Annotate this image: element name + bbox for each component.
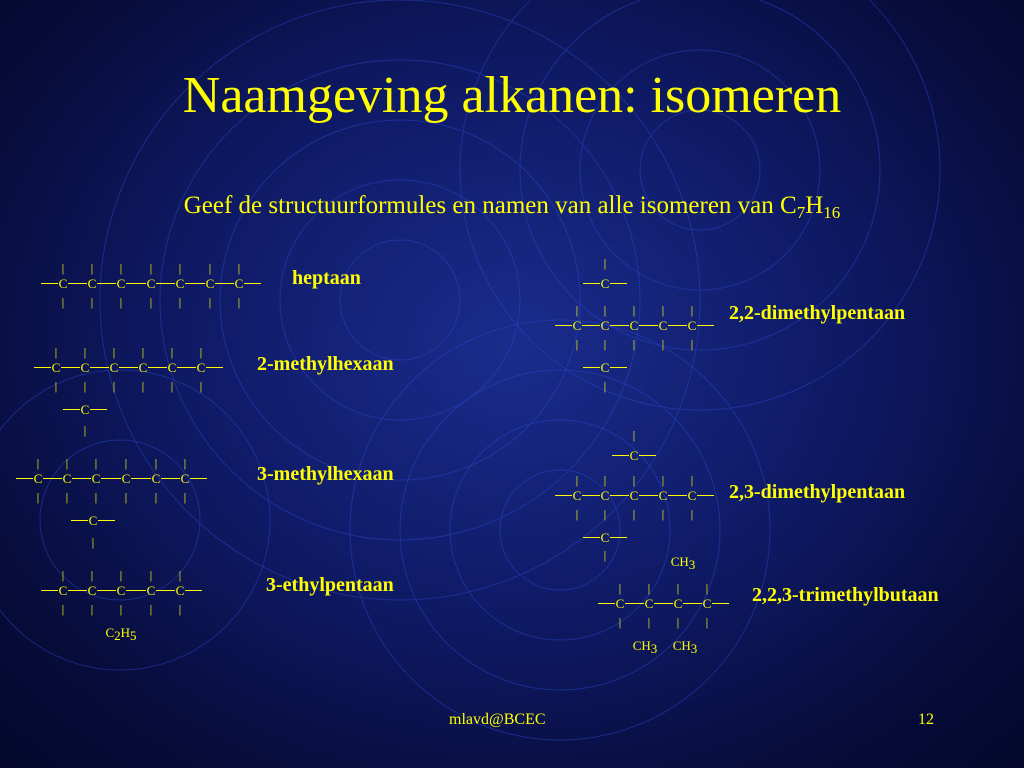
3-ethylpentaan-bar-bottom-1: |	[61, 602, 65, 616]
heptaan-carbon-3: C	[116, 276, 126, 291]
3-methylhexaan-carbon-2: C	[62, 471, 72, 486]
3-methylhexaan-bar-bottom-1: |	[36, 490, 40, 504]
2-methylhexaan-bar-bottom-5: |	[170, 379, 174, 393]
3-methylhexaan-bar-top-4: |	[124, 456, 128, 470]
23-dimethylpentaan-bar-top-3: |	[632, 473, 636, 487]
heptaan-bar-top-5: |	[178, 261, 182, 275]
223-trimethylbutaan-bar-top-4: |	[705, 581, 709, 595]
223-trimethylbutaan-bar-bottom-4: |	[705, 615, 709, 629]
23-dimethylpentaan-bottom-bar: |	[603, 548, 607, 562]
heptaan-carbon-4: C	[146, 276, 156, 291]
3-ethylpentaan-bar-bottom-5: |	[178, 602, 182, 616]
name-3-methylhexaan: 3-methylhexaan	[257, 463, 394, 485]
3-methylhexaan-bar-top-2: |	[65, 456, 69, 470]
3-methylhexaan-carbon-1: C	[33, 471, 43, 486]
22-dimethylpentaan-carbon-5: C	[687, 318, 697, 333]
3-methylhexaan-bar-bottom-3: |	[94, 490, 98, 504]
2-methylhexaan-branch-bar: |	[83, 423, 87, 437]
22-dimethylpentaan-top-branch-carbon: C	[600, 276, 610, 291]
heptaan-bar-bottom-3: |	[119, 295, 123, 309]
3-ethylpentaan-bar-bottom-3: |	[119, 602, 123, 616]
22-dimethylpentaan-bar-top-4: |	[661, 303, 665, 317]
3-ethylpentaan-bar-top-4: |	[149, 568, 153, 582]
23-dimethylpentaan-bar-top-1: |	[575, 473, 579, 487]
heptaan-bar-top-6: |	[208, 261, 212, 275]
heptaan-bar-top-7: |	[237, 261, 241, 275]
23-dimethylpentaan-bar-bottom-5: |	[690, 507, 694, 521]
22-dimethylpentaan-bar-top-3: |	[632, 303, 636, 317]
3-ethylpentaan-carbon-5: C	[175, 583, 185, 598]
23-dimethylpentaan-carbon-2: C	[600, 488, 610, 503]
subtitle-h: H	[805, 192, 824, 219]
heptaan-bar-top-1: |	[61, 261, 65, 275]
23-dimethylpentaan-bar-top-2: |	[603, 473, 607, 487]
3-ethylpentaan-bar-top-1: |	[61, 568, 65, 582]
3-methylhexaan-bar-bottom-5: |	[154, 490, 158, 504]
22-dimethylpentaan-bar-top-5: |	[690, 303, 694, 317]
heptaan-carbon-7: C	[234, 276, 244, 291]
subtitle-sub-7: 7	[796, 203, 806, 222]
name-2-3-dimethylpentaan: 2,3-dimethylpentaan	[729, 481, 906, 503]
22-dimethylpentaan-carbon-2: C	[600, 318, 610, 333]
2-methylhexaan-bar-bottom-6: |	[199, 379, 203, 393]
223-trimethylbutaan-bar-top-2: |	[647, 581, 651, 595]
slide-title: Naamgeving alkanen: isomeren	[182, 67, 842, 124]
23-dimethylpentaan-carbon-4: C	[658, 488, 668, 503]
223-trimethylbutaan-carbon-1: C	[615, 596, 625, 611]
2-methylhexaan-bar-top-1: |	[54, 345, 58, 359]
page-number: 12	[918, 711, 934, 728]
3-methylhexaan-bar-top-5: |	[154, 456, 158, 470]
23-dimethylpentaan-bar-top-5: |	[690, 473, 694, 487]
22-dimethylpentaan-top-bar: |	[603, 256, 607, 270]
footer-author: mlavd@BCEC	[449, 711, 546, 728]
2-methylhexaan-bar-bottom-3: |	[112, 379, 116, 393]
name-2-2-dimethylpentaan: 2,2-dimethylpentaan	[729, 302, 906, 324]
23-dimethylpentaan-bar-bottom-2: |	[603, 507, 607, 521]
name-3-ethylpentaan: 3-ethylpentaan	[266, 574, 394, 596]
23-dimethylpentaan-carbon-5: C	[687, 488, 697, 503]
3-ethylpentaan-bar-top-5: |	[178, 568, 182, 582]
3-ethylpentaan-bar-bottom-4: |	[149, 602, 153, 616]
heptaan-bar-top-3: |	[119, 261, 123, 275]
heptaan-bar-bottom-6: |	[208, 295, 212, 309]
3-methylhexaan-bar-top-6: |	[183, 456, 187, 470]
3-ethylpentaan-bar-top-3: |	[119, 568, 123, 582]
22-dimethylpentaan-bottom-bar: |	[603, 379, 607, 393]
223-trimethylbutaan-carbon-3: C	[673, 596, 683, 611]
3-methylhexaan-bar-bottom-4: |	[124, 490, 128, 504]
2-methylhexaan-bar-bottom-1: |	[54, 379, 58, 393]
3-methylhexaan-carbon-4: C	[121, 471, 131, 486]
name-2-2-3-trimethylbutaan: 2,2,3-trimethylbutaan	[752, 584, 939, 606]
22-dimethylpentaan-bar-bottom-3: |	[632, 337, 636, 351]
23-dimethylpentaan-carbon-1: C	[572, 488, 582, 503]
223-trimethylbutaan-bar-bottom-3: |	[676, 615, 680, 629]
3-methylhexaan-branch-bar: |	[91, 535, 95, 549]
3-ethylpentaan-carbon-3: C	[116, 583, 126, 598]
22-dimethylpentaan-bar-bottom-1: |	[575, 337, 579, 351]
23-dimethylpentaan-bar-top-4: |	[661, 473, 665, 487]
3-methylhexaan-bar-bottom-2: |	[65, 490, 69, 504]
2-methylhexaan-carbon-1: C	[51, 360, 61, 375]
name-2-methylhexaan: 2-methylhexaan	[257, 353, 394, 375]
heptaan-bar-bottom-4: |	[149, 295, 153, 309]
223-trimethylbutaan-bar-bottom-2: |	[647, 615, 651, 629]
223-trimethylbutaan-bar-bottom-1: |	[618, 615, 622, 629]
name-heptaan: heptaan	[292, 267, 361, 289]
23-dimethylpentaan-bottom-branch-carbon: C	[600, 530, 610, 545]
223-trimethylbutaan-ch3-bottom-2: CH3	[672, 638, 698, 656]
23-dimethylpentaan-top-branch-carbon: C	[629, 448, 639, 463]
223-trimethylbutaan-carbon-2: C	[644, 596, 654, 611]
22-dimethylpentaan-bottom-branch-carbon: C	[600, 360, 610, 375]
heptaan-carbon-2: C	[87, 276, 97, 291]
23-dimethylpentaan-carbon-3: C	[629, 488, 639, 503]
23-dimethylpentaan-bar-bottom-1: |	[575, 507, 579, 521]
heptaan-bar-top-2: |	[90, 261, 94, 275]
3-methylhexaan-carbon-6: C	[180, 471, 190, 486]
2-methylhexaan-bar-bottom-4: |	[141, 379, 145, 393]
heptaan-carbon-5: C	[175, 276, 185, 291]
23-dimethylpentaan-bar-bottom-3: |	[632, 507, 636, 521]
3-methylhexaan-carbon-3: C	[91, 471, 101, 486]
22-dimethylpentaan-bar-top-2: |	[603, 303, 607, 317]
heptaan-carbon-1: C	[58, 276, 68, 291]
22-dimethylpentaan-bar-bottom-2: |	[603, 337, 607, 351]
heptaan-carbon-6: C	[205, 276, 215, 291]
2-methylhexaan-carbon-6: C	[196, 360, 206, 375]
2-methylhexaan-branch-carbon: C	[80, 402, 90, 417]
2-methylhexaan-bar-top-2: |	[83, 345, 87, 359]
2-methylhexaan-bar-bottom-2: |	[83, 379, 87, 393]
2-methylhexaan-bar-top-4: |	[141, 345, 145, 359]
heptaan-bar-bottom-2: |	[90, 295, 94, 309]
2-methylhexaan-bar-top-5: |	[170, 345, 174, 359]
subtitle-sub-16: 16	[823, 203, 841, 222]
heptaan-bar-bottom-1: |	[61, 295, 65, 309]
3-methylhexaan-carbon-5: C	[151, 471, 161, 486]
23-dimethylpentaan-bar-bottom-4: |	[661, 507, 665, 521]
2-methylhexaan-carbon-4: C	[138, 360, 148, 375]
223-trimethylbutaan-carbon-4: C	[702, 596, 712, 611]
3-ethylpentaan-bar-bottom-2: |	[90, 602, 94, 616]
2-methylhexaan-carbon-5: C	[167, 360, 177, 375]
22-dimethylpentaan-bar-bottom-4: |	[661, 337, 665, 351]
223-trimethylbutaan-ch3-bottom-1: CH3	[632, 638, 658, 656]
22-dimethylpentaan-carbon-4: C	[658, 318, 668, 333]
3-ethylpentaan-carbon-4: C	[146, 583, 156, 598]
2-methylhexaan-bar-top-3: |	[112, 345, 116, 359]
heptaan-bar-bottom-7: |	[237, 295, 241, 309]
22-dimethylpentaan-carbon-3: C	[629, 318, 639, 333]
3-ethylpentaan-carbon-1: C	[58, 583, 68, 598]
heptaan-bar-top-4: |	[149, 261, 153, 275]
2-methylhexaan-carbon-3: C	[109, 360, 119, 375]
223-trimethylbutaan-bar-top-3: |	[676, 581, 680, 595]
223-trimethylbutaan-ch3-top: CH3	[670, 554, 696, 572]
heptaan-bar-bottom-5: |	[178, 295, 182, 309]
3-ethylpentaan-carbon-2: C	[87, 583, 97, 598]
3-ethylpentaan-bar-top-2: |	[90, 568, 94, 582]
22-dimethylpentaan-bar-bottom-5: |	[690, 337, 694, 351]
2-methylhexaan-bar-top-6: |	[199, 345, 203, 359]
subtitle-text: Geef de structuurformules en namen van alle isomeren van C	[183, 192, 797, 219]
223-trimethylbutaan-bar-top-1: |	[618, 581, 622, 595]
2-methylhexaan-carbon-2: C	[80, 360, 90, 375]
22-dimethylpentaan-carbon-1: C	[572, 318, 582, 333]
3-methylhexaan-bar-top-1: |	[36, 456, 40, 470]
3-ethylpentaan-c2h5: C2H5	[105, 625, 137, 643]
3-methylhexaan-branch-carbon: C	[88, 513, 98, 528]
22-dimethylpentaan-bar-top-1: |	[575, 303, 579, 317]
3-methylhexaan-bar-top-3: |	[94, 456, 98, 470]
23-dimethylpentaan-top-bar: |	[632, 428, 636, 442]
3-methylhexaan-bar-bottom-6: |	[183, 490, 187, 504]
